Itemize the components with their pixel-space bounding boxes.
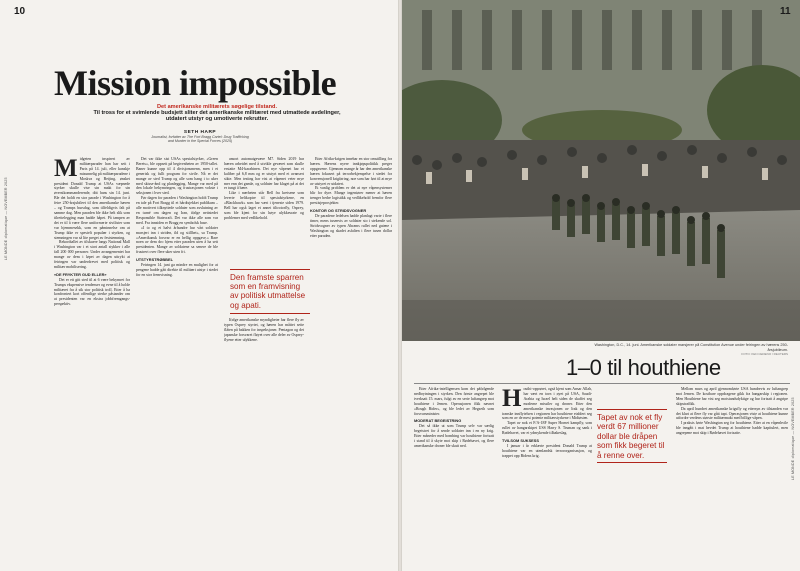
col4-text: Etter Afrika-krigen innebar en stor omstilling for hæren. Hærens nyere innkjøpspolitikk preger oppgavene. Gjennom mange år har den amerikanske hæren fokusert på terrorbekjempelse i stedet for konvensjonell krigføring, noe som har ført til at mye av utstyret er utdatert. [310,157,392,186]
right-column-2 [502,387,592,567]
col1-text: idgeten inspirert av militærparader han har sett i Paris på 14. juli, eller kanskje misunnelig på militærparadene i Moskva og Beijing, ønsket president Donald Trump at USAs væpnede styrker skulle vise sin makt for sin øverstkommanderende, ditt hans sin 14. juni. Ble det holdt en stor parade i Washington for å feire 250-årsjubileet til den amerikanske hæren – og Trumps bursdag, som tilfeldigvis falt på samme dag. Men paraden ble ikke helt slik som tilrettelegging man hadde håpet. På tampen av det er til å være flere uniformerte sivilister som var hjemmesekk, som en påminnelse om at Trump ikke er spesielt populær i styrken, og stemningen var så lite preget av feststemning. [54,157,130,240]
column-3 [224,157,304,267]
dropcap-m: M [54,157,78,182]
column-4 [310,157,392,567]
deck-red: Det amerikanske militærets søgelige tilstand. [157,104,277,110]
col2-text: Det var ikke sist USAs spesialstyrker, «Green Berets», ble oppsett på begivenheten av 1950-tallet. Baner kunne opp til 4 divisjonsmenn, men i et generisk og fullt program for sivile. Nå er det mange av sted Trump og alle som hang i to uker med skisse-ånd og planlegging. Mange var med på den lokale bekymringen, og frustrasjonen vokste i seksjonen i hver sted. [136,157,218,196]
col4-text3: De paradene ledelsen hadde planlagt varte i flere timer, mens tusenvis av soldater sto i stekende sol. Stridsvogner av typen Abrams rullet ned gatene i Washington og skadet asfalten i flere tusen dollar etter paraden. [310,213,392,238]
col4-subhead: KONTOR OG STRIDSVOGNER [310,208,367,214]
dropcap-h: H [502,387,522,412]
r-col2-text3: I januar i år erklærte president Donald Trump at houthiene var en utenlandsk terrororganisasjon, og trappet opp Bidens krig. [502,443,592,458]
deck [92,104,342,123]
right-column-3 [676,387,788,567]
r-col3-text: Mellom mars og april gjennomførte USA hundrevis av luftangrep mot Jemen. De kostbare oppdragene gikk fra hangarskip i regionen. Men Houthiene har vist seg motstandsdyktige og har fortsatt å angripe skipstrafikk. [676,387,788,406]
column-2 [136,157,218,567]
col1-text2: Rekordtallet av tilskuere langs National Mall i Washington var i et stort antall stykker i alle fall 200 000 personer. Under arrangementet har mange av dem i løpet av dagen uttrykt at feiringen var underdrevet med politisk og militær mobilisering. [54,240,130,269]
byline-role: Journalist, forfatter av The Fort Bragg Cartel: Drug Trafficking and Murder in the Special Forces (2025) [151,135,249,143]
col1-text3: Det er ett gitt sted til at 6 være bekymret for Trumps ekspensive tendenser og evne til å holde militæret fra å sik stor politisk troll. Etter å ha konfrontert kort offentlige sterke påstander om at presidenten var en ekstra jobbfremgangs-perspektiv. [54,277,130,307]
col4-text2: Et vanlig problem er det at nye våpensystemer blir for dyre. Mange ingeniører mener at hæren trenger bedre logistikk og vedlikehold fremfor flere prestisjeprosjekter. [310,186,392,206]
right-column-1 [414,387,494,567]
page-number-left: 10 [14,6,26,17]
r-col3-text3: I praksis førte Washington seg for houthiene. Etter at en våpenhvile ble inngått i mai hevdet Trump at houthiene hadde kapitulert, men angrepene mot skip i Rødehavet fortsatte. [676,421,788,436]
r-col1-text-a: Etter Afrika-intelligensen kom det påfølgende nedbrytningen i styrken. Den første angrepet ble iverksatt 15. mars, fulgt av en serie luftangrep mot houthiene i Jemen. Operasjonen fikk navnet «Rough Rider», og ble ledet av Hegseth som forsvarsminister. [414,387,494,416]
col3-text2: Like i nærheten står Bell fra kretsene som leverte helikoptre til spesialstyrkene, en «Blackhawk» som har vært i tjeneste siden 1979. Bell har også laget et annet tiltrotorfly, Osprey, som ble kjent for sin høye ulykkesrate og problemer med vedlikehold. [224,191,304,220]
pullquote-rule-bottom [230,313,310,314]
pullquote-rule-top [230,269,310,270]
caption-text: Washington, D.C., 14. juni. Amerikanske soldater marsjerer på Constitution Avenue under feiringen av hærens 250-årsjubileum. [594,343,788,352]
column-3b [224,318,304,566]
right-pullquote-rule-top [597,409,667,410]
r-col3-text2: Da april hundret amerikanske krigsfly og ettersyn av tilstanden var det klart at flere fly var gått tapt. Operasjonen viste at houthiene kunne utfordre verdens største militærmakt med billige våpen. [676,406,788,421]
parade-photo [402,0,800,341]
pullquote-right: Tapet av nok et fly verdt 67 millioner dollar ble dråpen som fikk begeret til å renne over. [597,413,665,460]
side-label-right: LE MONDE diplomatique — NOVEMBER 2025 [791,397,795,480]
col2-text2: Før dagen for paraden i Washington holdt Trump en tale på Fort Bragg til et hårdtsjekket publikum – alle motivert tilknyttede soldater som avslutning av en turné om dagen og Iran, ifølge nettstedet Responsible Statecraft. Det var ikke alle som var med. Fra innsiden er Bragg en symbolsk base. [136,196,218,225]
col2-text4: Feiringen 14. juni ga mindre en mulighet for at pengene hadde gått direkte til militært utstyr i stedet for en stor fremvisning. [136,263,218,277]
left-page [0,0,398,571]
r-col2-text: outhi-opprøret, også kjent som Ansar Allah, har vært en torn i øyet på USA, Saudi-Arabia og Israel helt siden de skaffet seg moderne missiler og droner. Etter den amerikanske invasjonen av Irak og den iranske innflytelsen i regionen har houthiene etablert seg som en av de mest potente militærstyrkene i Midtøsten. [502,387,592,421]
caption-credit: FOTO: KEN CEDENO / REUTERS [741,352,788,357]
deck-black: Til tross for et svimlende budsjett sliter det amerikanske militæret med utmattede avdelinger, utdatert utstyr og umotiverte rekrutter. [93,110,341,123]
col2-subhead: UTSTYRSTRØBBEL [136,257,173,263]
right-pullquote-rule-bottom [597,462,667,463]
r-col1-text-b: Det så ikke ut som Trump selv var særlig begeistret for å sende soldater inn i en ny krig. Etter måneder med bombing var houthiene fortsatt i stand til å skyte mot skip i Rødehavet, og flere amerikanske droner ble skutt ned. [414,424,494,448]
col3-text3: Ifølge amerikanske myndigheter har flere fly av typen Osprey styrtet, og hæren har måttet sette flåten på bakken for inspeksjoner. Pentagon og det japanske forsvaret fløyet over alle deler av Osprey-flyene etter ulykkene. [224,318,304,342]
col2-text3: «I to og et halvt århundre har vårt soldater marsjert inn i striden, ild og stillhet», sa Trump. «Amerikansk forsvar er en hellig oppgave.» Bare noen av dem dro hjem etter paraden uten å ha sett presidenten. Mange av soldatene sa senere de ble frustrert over flere uker uten fri. [136,225,218,255]
col3-text: ansort automatgevære M7. Siden 2019 har hæren arbeidet med å utvikle geværet som skulle erstatte M4-karabinen. Det nye våpenet har et kaliber på 6,8 mm og er utstyrt med et avansert sikte. Men testing har vist at våpenet veier mye mer enn det gamle, og soldater har klaget på at det er tungt å bære. [224,157,304,191]
parade-photo-illustration [402,0,800,341]
byline-name: SETH HARP [183,130,217,135]
right-headline: 1–0 til houthiene [566,355,721,380]
byline [150,130,250,143]
page-number-right: 11 [780,6,791,17]
headline: Mission impossible [54,63,337,103]
r-col1-subhead: MODERAT BEGEISTRING [414,418,462,424]
pullquote-left: Den framste sparren som en framvisning av politisk utmattelse og apati. [230,273,306,310]
column-1 [54,157,130,567]
col1-subhead: «DE FRYKTER GUD ELLER» [54,271,107,277]
r-col2-subhead: TVILSOM SUKSESS [502,438,539,444]
r-col2-text2: Tapet av nok et F/A-18F Super Hornet kampfly, som rullet av hangarskipet USS Harry S. Truman og sank i Rødehavet, var et ydmykende tilbakeslag. [502,421,592,436]
side-label-left: LE MONDE diplomatique — NOVEMBER 2025 [4,177,8,260]
right-headline-rule [414,383,790,384]
